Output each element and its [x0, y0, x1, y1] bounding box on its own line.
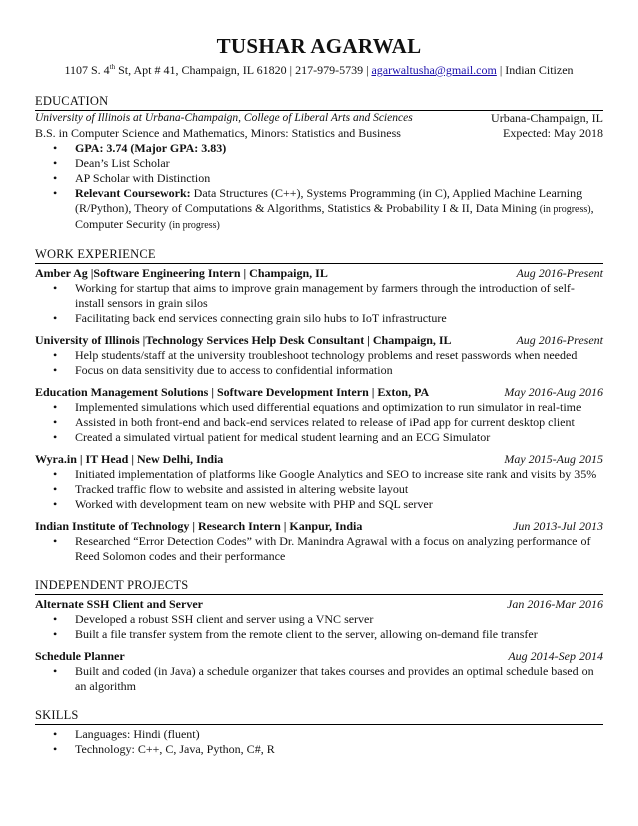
entry-title: Schedule Planner	[35, 649, 125, 663]
entry-block	[35, 649, 603, 694]
entry-block	[35, 266, 603, 326]
list-item: • Researched “Error Detection Codes” with Dr. Manindra Agrawal with a focus on analyzing performance of Reed Solomon codes and their performance	[75, 534, 603, 564]
resume-page	[35, 34, 603, 757]
entry-title: Wyra.in | IT Head | New Delhi, India	[35, 452, 224, 466]
list-item: • Tracked traffic flow to website and assisted in altering website layout	[75, 482, 603, 497]
list-item: • Implemented simulations which used differential equations and optimization to run simulator in real-time	[75, 400, 603, 415]
contact-line	[35, 59, 603, 78]
list-item: • Created a simulated virtual patient for medical student learning and an ECG Simulator	[75, 430, 603, 445]
list-item	[75, 141, 603, 156]
work-heading: WORK EXPERIENCE	[35, 247, 603, 264]
email-link[interactable]: agarwaltusha@gmail.com	[371, 63, 497, 77]
entry-date: Aug 2014-Sep 2014	[508, 649, 603, 663]
entry-heading-row	[35, 266, 603, 281]
citizenship-text: | Indian Citizen	[496, 63, 574, 77]
entry-title: Indian Institute of Technology | Research Intern | Kanpur, India	[35, 519, 363, 533]
entry-heading-row	[35, 597, 603, 612]
entry-date: May 2016-Aug 2016	[504, 385, 603, 399]
list-item: • Initiated implementation of platforms like Google Analytics and SEO to increase site rank and visits by 35%	[75, 467, 603, 482]
entry-block	[35, 519, 603, 564]
bullet-list	[35, 664, 603, 694]
entry-date: Jun 2013-Jul 2013	[513, 519, 603, 533]
entry-heading-row	[35, 452, 603, 467]
entry-title: Education Management Solutions | Software Development Intern | Exton, PA	[35, 385, 430, 399]
education-heading: EDUCATION	[35, 94, 603, 111]
entry-title: Amber Ag |Software Engineering Intern | Champaign, IL	[35, 266, 328, 280]
education-list	[35, 141, 603, 233]
school-name: University of Illinois at Urbana-Champaign, College of Liberal Arts and Sciences	[35, 112, 413, 124]
list-item: • Built a file transfer system from the remote client to the server, allowing on-demand file transfer	[75, 627, 603, 642]
list-item	[75, 171, 603, 186]
entry-date: Jan 2016-Mar 2016	[507, 597, 603, 611]
school-location: Urbana-Champaign, IL	[491, 111, 603, 125]
entry-title: Alternate SSH Client and Server	[35, 597, 203, 611]
list-item: • Focus on data sensitivity due to access to confidential information	[75, 363, 603, 378]
entry-title: University of Illinois |Technology Services Help Desk Consultant | Champaign, IL	[35, 333, 452, 347]
skills-heading: SKILLS	[35, 708, 603, 725]
coursework-text: Data Structures (C++), Systems Programming (in C), Applied Machine Learning (R/Python), Theory of Computations & Algorithms, Statistics & Probability I & II, Data Mining	[75, 186, 583, 215]
entry-date: Aug 2016-Present	[516, 333, 603, 347]
address-rest: St, Apt # 41, Champaign, IL 61820 | 217-979-5739 |	[115, 63, 372, 77]
entry-heading-row	[35, 333, 603, 348]
list-item: • Facilitating back end services connecting grain silo hubs to IoT infrastructure	[75, 311, 603, 326]
entry-heading-row	[35, 519, 603, 534]
education-section	[35, 94, 603, 233]
list-item: • Built and coded (in Java) a schedule organizer that takes courses and provides an optimal schedule based on an algorithm	[75, 664, 603, 694]
work-section	[35, 247, 603, 564]
work-entries	[35, 266, 603, 564]
bullet-list	[35, 281, 603, 326]
entry-date: Aug 2016-Present	[516, 266, 603, 280]
ap-scholar-text: AP Scholar with Distinction	[75, 171, 211, 185]
project-entries	[35, 597, 603, 694]
coursework-text-2: , Computer Security	[75, 201, 594, 231]
list-item: • Developed a robust SSH client and server using a VNC server	[75, 612, 603, 627]
school-row	[35, 111, 603, 126]
entry-block	[35, 385, 603, 445]
coursework-label: Relevant Coursework:	[75, 186, 191, 200]
degree-row	[35, 126, 603, 141]
resume-name: TUSHAR AGARWAL	[216, 34, 422, 58]
expected-date: Expected: May 2018	[503, 126, 603, 140]
in-progress-note: (in progress)	[539, 204, 591, 215]
list-item: • Help students/staff at the university troubleshoot technology problems and reset passwords when needed	[75, 348, 603, 363]
entry-heading-row	[35, 385, 603, 400]
bullet-list	[35, 400, 603, 445]
list-item: • Worked with development team on new website with PHP and SQL server	[75, 497, 603, 512]
address-superscript: th	[109, 63, 116, 71]
bullet-list	[35, 467, 603, 512]
entry-block	[35, 452, 603, 512]
in-progress-note: (in progress)	[168, 220, 220, 231]
bullet-list	[35, 612, 603, 642]
list-item	[75, 186, 603, 233]
entry-heading-row	[35, 649, 603, 664]
deans-list-text: Dean’s List Scholar	[75, 156, 170, 170]
address-text: 1107 S. 4	[64, 63, 110, 77]
projects-heading: INDEPENDENT PROJECTS	[35, 578, 603, 595]
gpa-text: GPA: 3.74 (Major GPA: 3.83)	[75, 141, 227, 155]
list-item	[75, 156, 603, 171]
skills-list	[35, 727, 603, 757]
entry-block	[35, 333, 603, 378]
entry-date: May 2015-Aug 2015	[504, 452, 603, 466]
list-item: • Languages: Hindi (fluent)	[75, 727, 603, 742]
bullet-list	[35, 534, 603, 564]
list-item: • Assisted in both front-end and back-end services related to release of iPad app for current desktop client	[75, 415, 603, 430]
list-item: • Working for startup that aims to improve grain management by farmers through the introduction of self-install sensors in grain silos	[75, 281, 603, 311]
entry-block	[35, 597, 603, 642]
skills-section	[35, 708, 603, 757]
degree-text: B.S. in Computer Science and Mathematics, Minors: Statistics and Business	[35, 126, 401, 140]
projects-section	[35, 578, 603, 694]
bullet-list	[35, 348, 603, 378]
list-item: • Technology: C++, C, Java, Python, C#, R	[75, 742, 603, 757]
